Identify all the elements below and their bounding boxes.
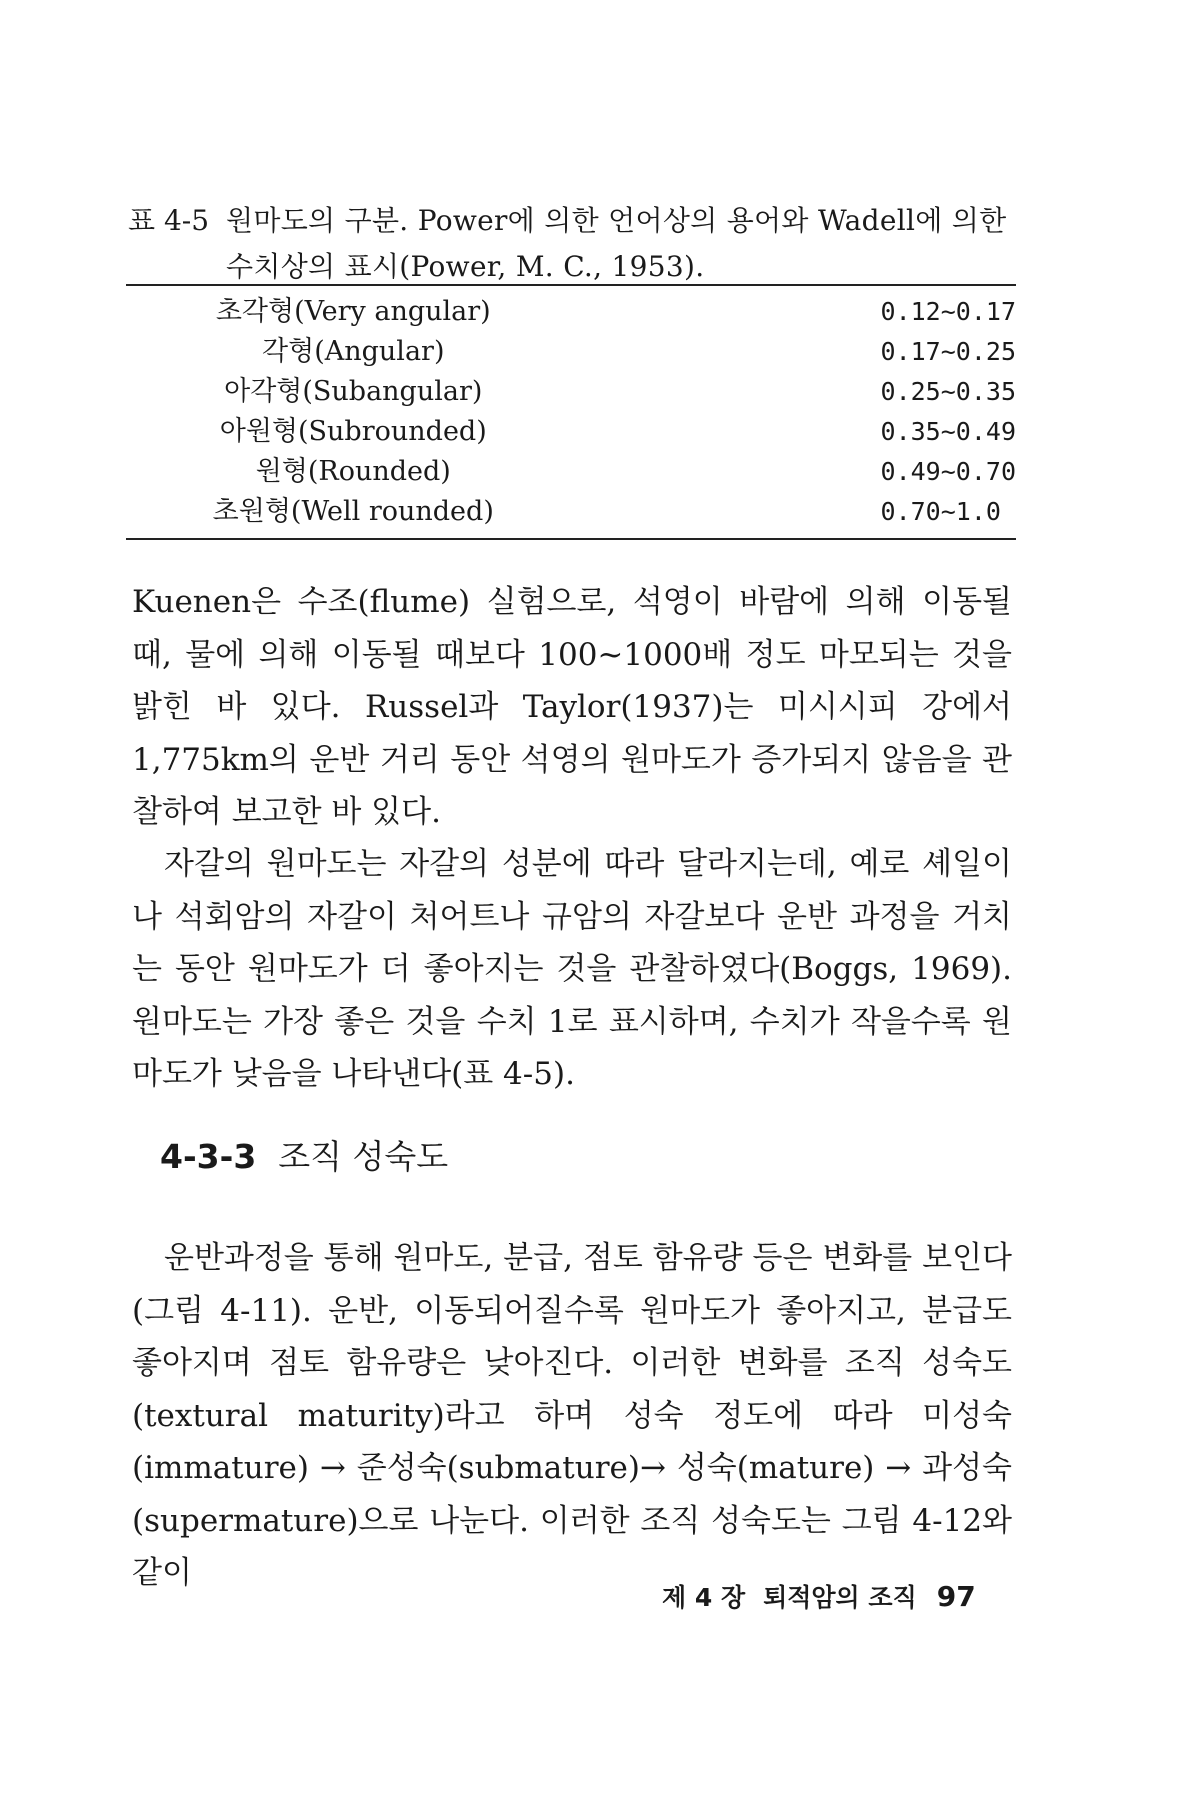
paragraph-gravel-roundness: 자갈의 원마도는 자갈의 성분에 따라 달라지는데, 예로 셰일이나 석회암의 자갈이 처어트나 규암의 자갈보다 운반 과정을 거치는 동안 원마도가 더 좋아지는 것을 관찰하였다(Boggs, 1969). 원마도는 가장 좋은 것을 수치 1로 표시하며, 수치가 작을수록 원마도가 낮음을 나타낸다(표 4-5). (132, 846, 1012, 1092)
page-number: 97 (936, 1580, 976, 1613)
table-row (126, 372, 1016, 412)
section-heading (160, 1131, 448, 1178)
table-row (126, 412, 1016, 452)
roundness-class-cell: 아원형(Subrounded) (219, 416, 487, 447)
roundness-class-cell: 각형(Angular) (262, 336, 445, 367)
roundness-class-cell: 초원형(Well rounded) (212, 496, 494, 527)
paragraph-kuenen: Kuenen은 수조(flume) 실험으로, 석영이 바람에 의해 이동될 때, 물에 의해 이동될 때보다 100~1000배 정도 마모되는 것을 밝힌 바 있다. Russel과 Taylor(1937)는 미시시피 강에서 1,775km의 운반 거리 동안 석영의 원마도가 증가되지 않음을 관찰하여 보고한 바 있다. (132, 584, 1012, 830)
section-title: 조직 성숙도 (278, 1137, 449, 1176)
table-row (126, 332, 1016, 372)
roundness-range-cell: 0.17~0.25 (880, 337, 1016, 366)
roundness-class-cell: 초각형(Very angular) (215, 296, 491, 327)
roundness-table-body (126, 292, 1016, 532)
footer-chapter: 제 4 장 (662, 1583, 746, 1612)
footer-section: 퇴적암의 조직 (763, 1583, 917, 1612)
table-label: 표 4-5 (128, 204, 210, 237)
table-caption (128, 198, 1018, 290)
roundness-range-cell: 0.35~0.49 (880, 417, 1016, 446)
table-row (126, 452, 1016, 492)
roundness-class-cell: 아각형(Subangular) (224, 376, 483, 407)
roundness-table (126, 284, 1016, 540)
roundness-range-cell: 0.12~0.17 (880, 297, 1016, 326)
table-row (126, 292, 1016, 332)
roundness-range-cell: 0.70~1.0 (880, 497, 1001, 526)
table-bottom-rule (126, 538, 1016, 540)
page-footer (662, 1578, 976, 1614)
paragraph-textural-maturity: 운반과정을 통해 원마도, 분급, 점토 함유량 등은 변화를 보인다(그림 4-11). 운반, 이동되어질수록 원마도가 좋아지고, 분급도 좋아지며 점토 함유량은 낮아진다. 이러한 변화를 조직 성숙도(textural maturity)라고 하며 성숙 정도에 따라 미성숙(immature) → 준성숙(submature)→ 성숙(mature) → 과성숙(supermature)으로 나눈다. 이러한 조직 성숙도는 그림 4-12와 같이 (132, 1240, 1012, 1591)
table-top-rule (126, 284, 1016, 286)
roundness-class-cell: 원형(Rounded) (255, 456, 451, 487)
table-row (126, 492, 1016, 532)
section-number: 4-3-3 (160, 1137, 257, 1176)
roundness-range-cell: 0.25~0.35 (880, 377, 1016, 406)
roundness-range-cell: 0.49~0.70 (880, 457, 1016, 486)
table-caption-text: 원마도의 구분. Power에 의한 언어상의 용어와 Wadell에 의한 수치상의 표시(Power, M. C., 1953). (226, 204, 1007, 283)
